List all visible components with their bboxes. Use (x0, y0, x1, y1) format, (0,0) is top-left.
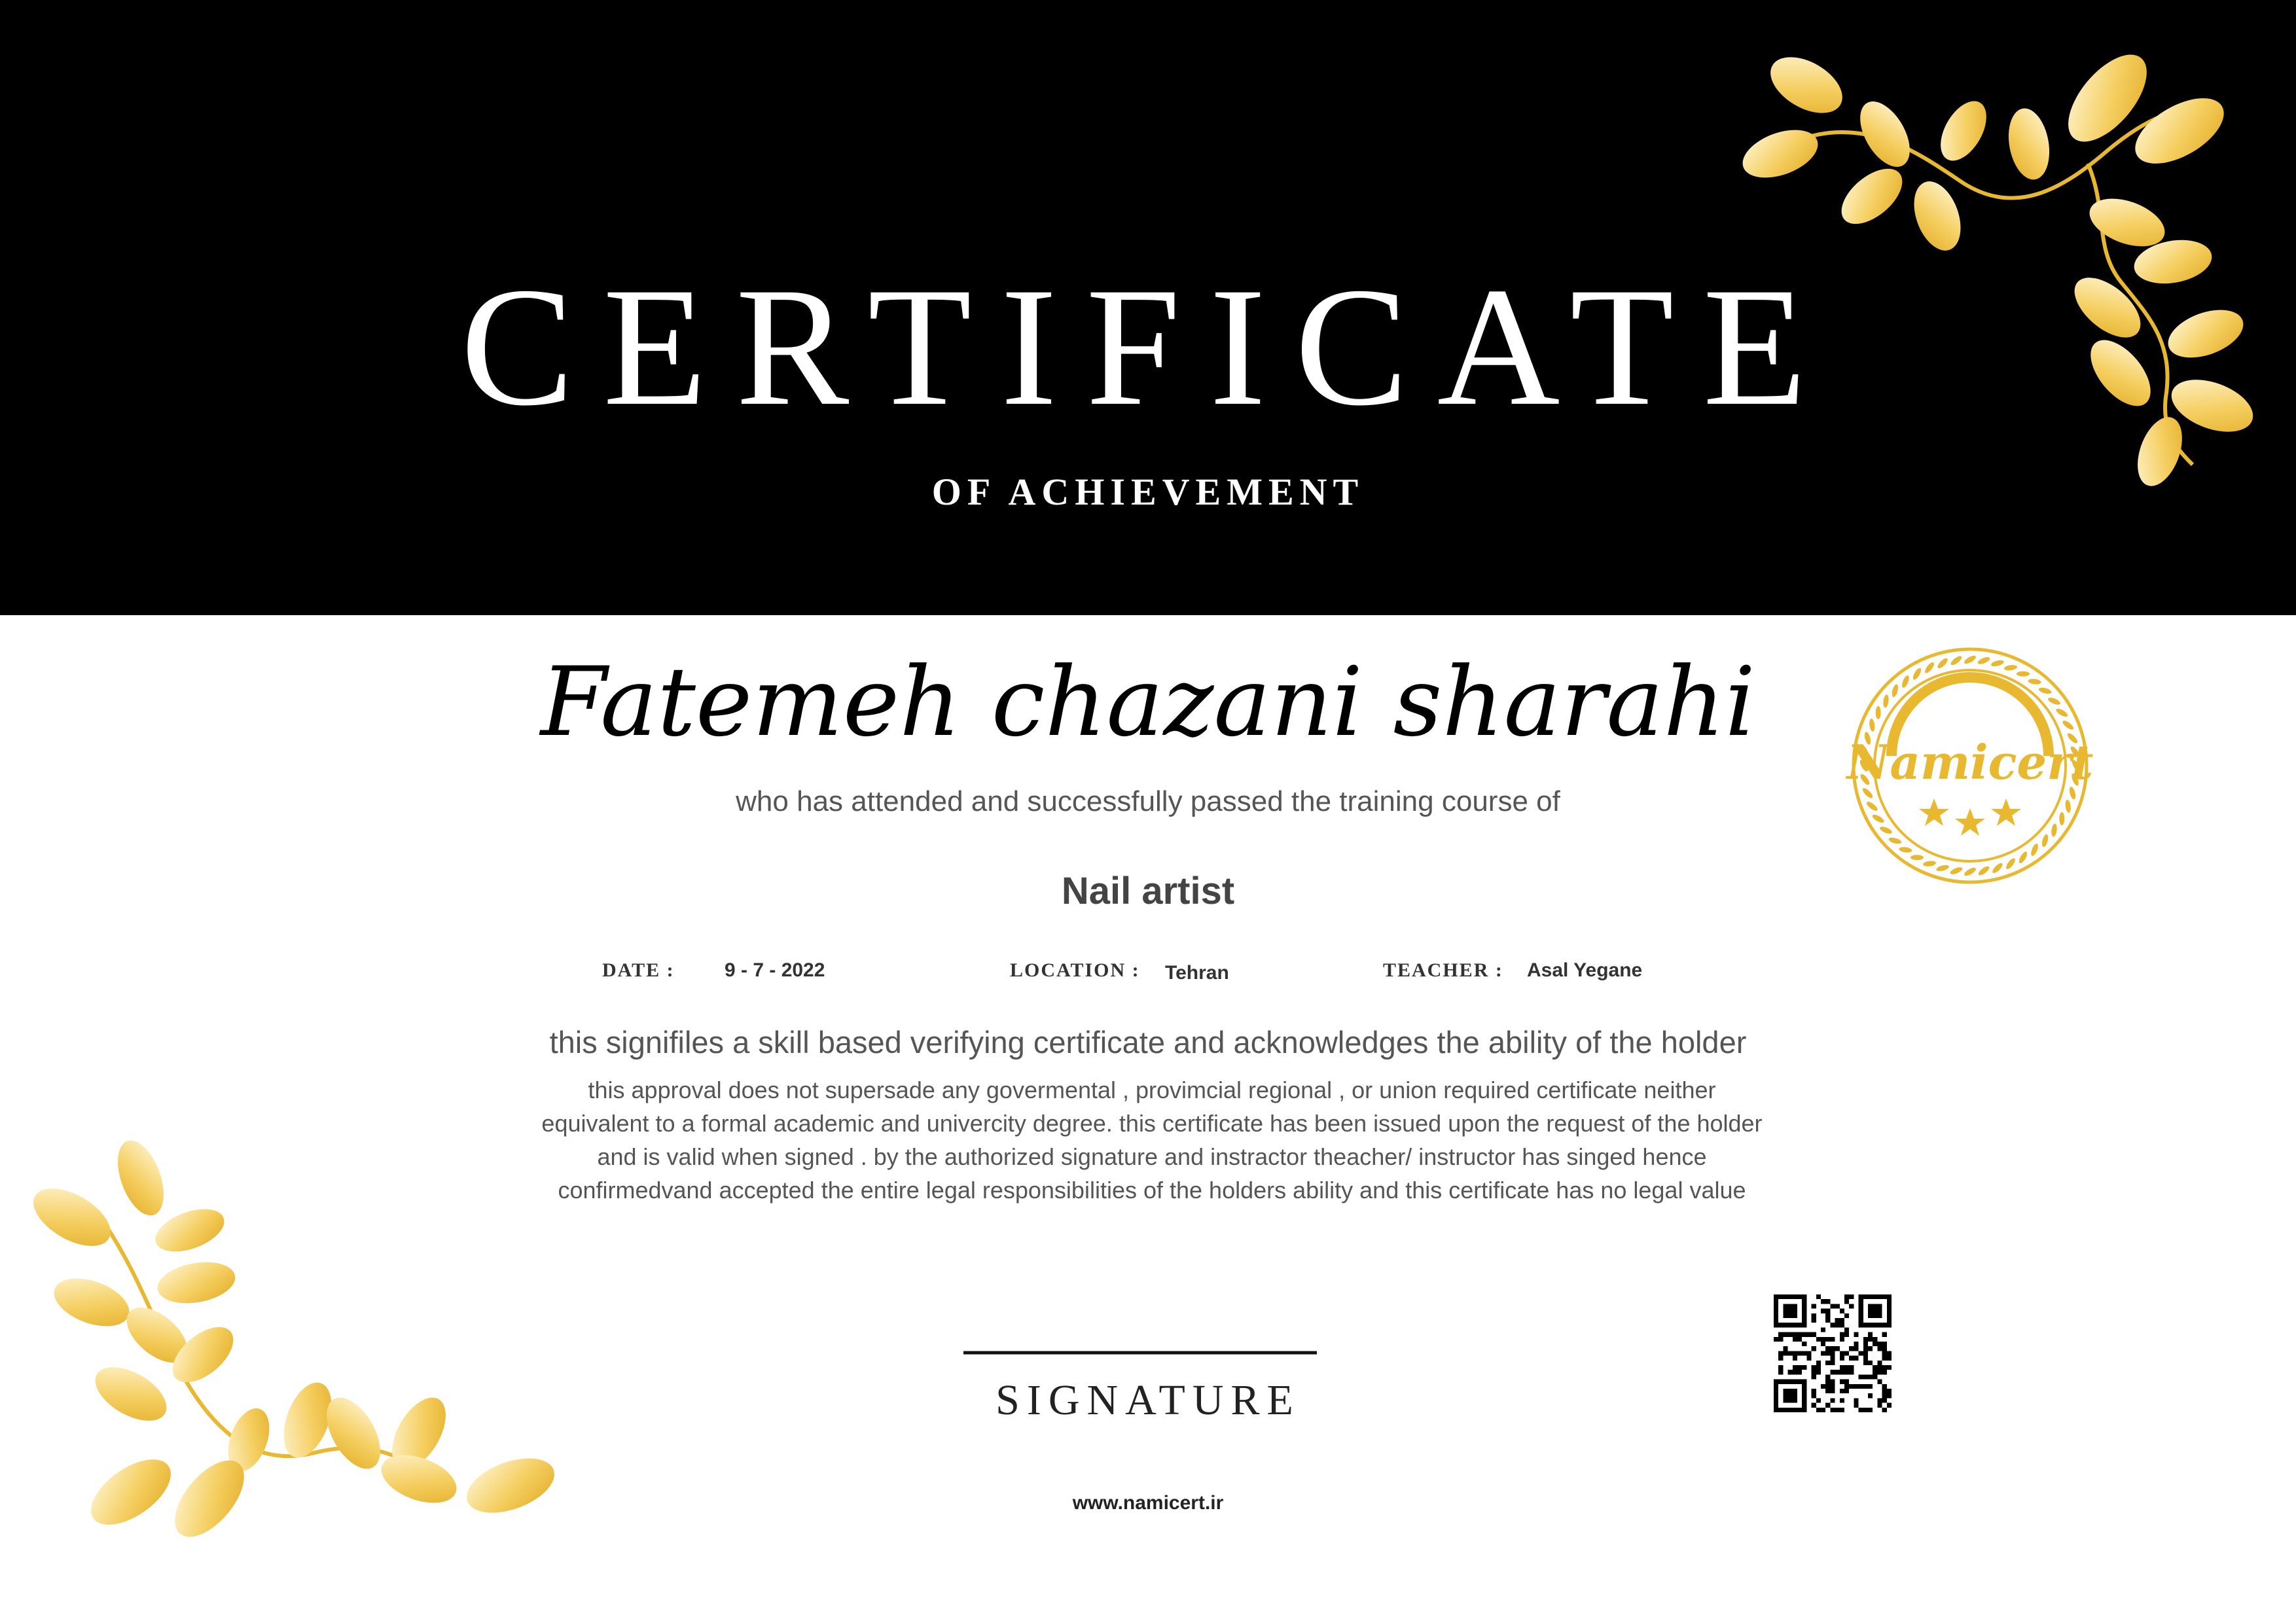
seal-stars (1919, 798, 2021, 836)
certificate-subtitle: OF ACHIEVEMENT (931, 471, 1365, 513)
namicert-seal-icon (1846, 641, 2094, 890)
date-value: 9 - 7 - 2022 (725, 959, 825, 981)
statement-text: this signifiles a skill based verifying certificate and acknowledges the ability of the holder (549, 1025, 1747, 1060)
attended-text: who has attended and successfully passed the training course of (736, 785, 1560, 817)
date-label: DATE : (602, 959, 675, 981)
teacher-value: Asal Yegane (1527, 959, 1643, 981)
location-value: Tehran (1165, 962, 1229, 984)
course-name: Nail artist (1061, 870, 1235, 912)
teacher-label: TEACHER : (1383, 959, 1503, 981)
fine-print: this approval does not supersade any govermental , provimcial regional , or union required certificate neither equivalent to a formal academic and univercity degree. this certificate has been issued upon the request of the holder and is valid when signed . by the authorized signature and instractor theacher/ instructor has singed hence confirmedvand accepted the entire legal responsibilities of the holders ability and this certificate has no legal value (541, 1077, 1763, 1204)
website-link[interactable]: www.namicert.ir (1072, 1492, 1224, 1514)
certificate-title: CERTIFICATE (460, 253, 1836, 441)
signature-label: SIGNATURE (996, 1376, 1300, 1424)
qr-code-icon[interactable] (1774, 1294, 1892, 1412)
seal-brand-text: Namicert (1846, 734, 2094, 790)
location-label: LOCATION : (1010, 959, 1140, 981)
holder-name: Fatemeh chazani sharahi (540, 647, 1756, 758)
bottom-left-leaf-icon (24, 1134, 562, 1548)
